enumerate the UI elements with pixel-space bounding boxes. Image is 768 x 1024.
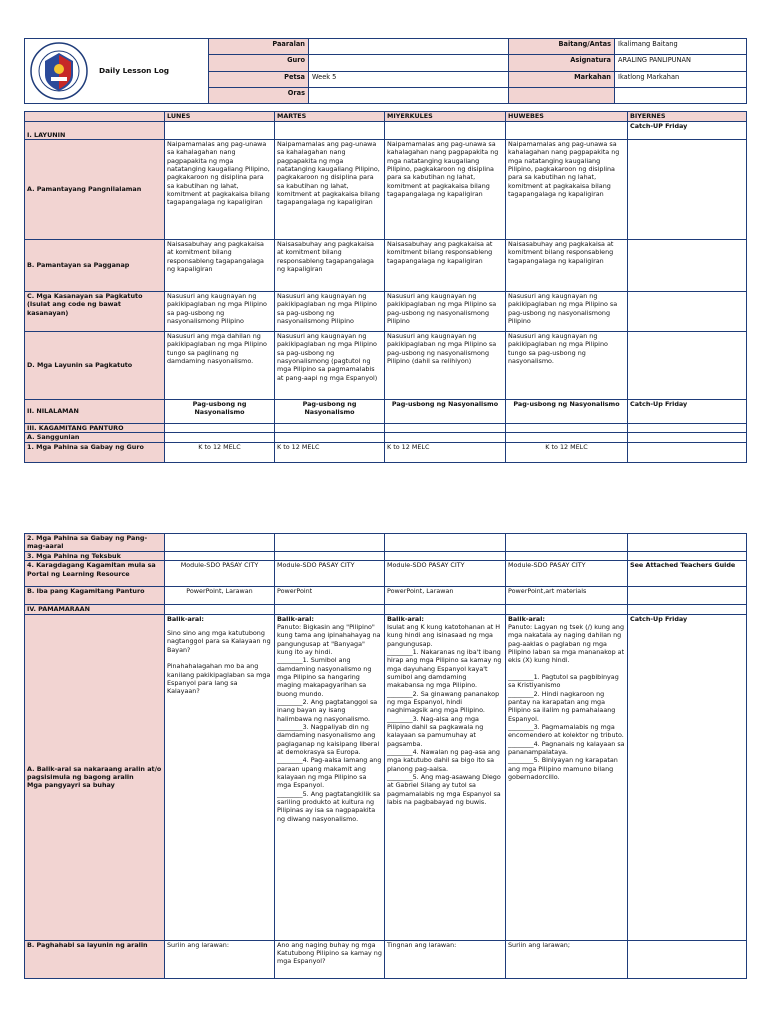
empty-cell: [628, 552, 747, 561]
catchup-friday: Catch-UP Friday: [628, 122, 747, 140]
empty-cell: [275, 433, 385, 442]
empty-cell: [165, 433, 275, 442]
empty-cell: [506, 534, 628, 552]
melc-wed: K to 12 MELC: [385, 442, 506, 462]
empty-cell: [628, 442, 747, 462]
empty-cell: [275, 534, 385, 552]
balik-aral-label: A. Balik-aral sa nakaraang aralin at/o pagsisimula ng bagong aralin Mga pangyayri sa buhay: [25, 614, 165, 940]
layunin-pagkatuto-wed: Nasusuri ang kaugnayan ng pakikipaglaban ng mga Pilipino sa pag-usbong ng nasyonalismong Pilipino (dahil sa relihiyon): [385, 332, 506, 400]
empty-cell: [506, 424, 628, 433]
layunin-pagkatuto-thu: Nasusuri ang kaugnayan ng pakikipaglaban ng mga Pilipino tungo sa pag-usbong ng nasyonalismo.: [506, 332, 628, 400]
empty-cell: [275, 122, 385, 140]
kagamitan-label: III. KAGAMITANG PANTURO: [25, 424, 165, 433]
gabay-guro-label: 1. Mga Pahina sa Gabay ng Guro: [25, 442, 165, 462]
petsa-value: Week 5: [309, 71, 509, 87]
kasanayan-text-thu: Nasusuri ang kaugnayan ng pakikipaglaban ng mga Pilipino sa pag-usbong ng nasyonalismong Pilipino: [506, 292, 628, 332]
empty-cell: [628, 433, 747, 442]
pamantayang-text-mon: Naipamamalas ang pag-unawa sa kahalagahan nang pagpapakita ng mga natatanging kaugaliang Pilipino, pagkakaroon ng disiplina para sa kabutihan ng lahat, komitment at pagkakaisa bilang tagapangalaga ng kapaligiran: [165, 140, 275, 240]
nilalaman-mon: Pag-usbong ng Nasyonalismo: [165, 400, 275, 424]
balik-aral-thu: [506, 614, 628, 940]
guro-value: [309, 55, 509, 71]
empty-cell: [628, 240, 747, 292]
logo-cell: [25, 39, 209, 104]
karagdagang-label: 4. Karagdagang Kagamitan mula sa Portal ng Learning Resource: [25, 561, 165, 587]
baitang-value: Ikalimang Baitang: [615, 39, 747, 55]
empty-cell: [25, 112, 165, 122]
empty-cell: [506, 122, 628, 140]
empty-cell: [628, 140, 747, 240]
deped-seal-icon: [29, 41, 89, 101]
module-wed: Module-SDO PASAY CITY: [385, 561, 506, 587]
oras-label: Oras: [209, 87, 309, 103]
paghahabi-mon: Suriin ang larawan:: [165, 940, 275, 978]
gabay-aaral-label: 2. Mga Pahina sa Gabay ng Pang-mag-aaral: [25, 534, 165, 552]
empty-cell: [385, 122, 506, 140]
empty-cell: [165, 424, 275, 433]
doc-title: Daily Lesson Log: [99, 66, 170, 76]
balik-aral-wed: [385, 614, 506, 940]
melc-mon: K to 12 MELC: [165, 442, 275, 462]
pamantayang-text-tue: Naipamamalas ang pag-unawa sa kahalagahan nang pagpapakita ng mga natatanging kaugaliang Pilipino, pagkakaroon ng disiplina para sa kabutihan ng lahat, komitment at pagkakaisa bilang tagapangalaga ng kapaligiran: [275, 140, 385, 240]
module-tue: Module-SDO PASAY CITY: [275, 561, 385, 587]
empty-cell: [628, 424, 747, 433]
balik-aral-mon-text: Sino sino ang mga katutubong nagtanggol para sa Kalayaan ng Bayan? Pinahahalagahan mo ba ang kanilang pakikipaglaban sa mga Espanyol para lang sa Kalayaan?: [167, 628, 271, 696]
kasanayan-text-mon: Nasusuri ang kaugnayan ng pakikipaglaban ng mga Pilipino sa pag-usbong ng nasyonalismong Pilipino: [165, 292, 275, 332]
empty-cell: [385, 552, 506, 561]
iba-thu: PowerPoint,art materials: [506, 587, 628, 605]
oras-value: [309, 87, 509, 103]
nilalaman-label: II. NILALAMAN: [25, 400, 165, 424]
paaralan-label: Paaralan: [209, 39, 309, 55]
iba-mon: PowerPoint, Larawan: [165, 587, 275, 605]
day-header-miyerkules: MIYERKULES: [385, 112, 506, 122]
balik-aral-tue: [275, 614, 385, 940]
empty-cell: [385, 424, 506, 433]
day-header-biyernes: BIYERNES: [628, 112, 747, 122]
empty-cell: [506, 433, 628, 442]
empty-cell: [628, 534, 747, 552]
markahan-value: Ikatlong Markahan: [615, 71, 747, 87]
teksbuk-label: 3. Mga Pahina ng Teksbuk: [25, 552, 165, 561]
paaralan-value: [309, 39, 509, 55]
catchup-friday-3: Catch-Up Friday: [628, 614, 747, 940]
paghahabi-thu: Suriin ang larawan;: [506, 940, 628, 978]
pamamaraan-label: IV. PAMAMARAAN: [25, 605, 165, 614]
lesson-table-part1: [24, 111, 747, 463]
empty-cell: [628, 587, 747, 605]
layunin-pagkatuto-tue: Nasusuri ang kaugnayan ng pakikipaglaban ng mga Pilipino sa pag-usbong ng nasyonalismong (pagtutol ng mga Pilipino sa pagmamalabis at pang-aapi ng mga Espanyol): [275, 332, 385, 400]
header-table: [24, 38, 747, 104]
lesson-table-part2: [24, 533, 747, 979]
empty-cell: [506, 552, 628, 561]
balik-aral-tue-text: Panuto: Bigkasin ang "Pilipino" kung tama ang ipinahahayag na pangungusap at "Banyaga" kung ito ay hindi. ________1. Sumibol ang damdaming nasyonalismo ng mga Pilipino sa hangaring maging makapagyarihan sa buong mundo. ________2. Ang pagtatanggol sa inang bayan ay isang halimbawa ng nasyonalismo. ________3. Nagpaliyab din ng damdaming nasyonalismo ang paglaganap ng kaisipang liberal at demokrasya sa Europa. ________4. Pag-aalsa lamang ang paraan upang makamit ang kalayaan ng mga Pilipino sa mga Espanyol. ________5. Ang pagtatangkilik sa sariling produkto at kultura ng Pilipinas ay isa sa nagpapakita ng diwang nasyonalismo.: [277, 622, 382, 823]
melc-tue: K to 12 MELC: [275, 442, 385, 462]
pagganap-text-tue: Naisasabuhay ang pagkakaisa at komitment bilang responsableng tagapangalaga ng kapaligiran: [275, 240, 385, 292]
day-header-lunes: LUNES: [165, 112, 275, 122]
nilalaman-tue: Pag-usbong ng Nasyonalismo: [275, 400, 385, 424]
empty-cell: [165, 122, 275, 140]
iba-kagamitan-label: B. Iba pang Kagamitang Panturo: [25, 587, 165, 605]
empty-cell: [385, 605, 506, 614]
asignatura-value: ARALING PANLIPUNAN: [615, 55, 747, 71]
pagganap-text-wed: Naisasabuhay ang pagkakaisa at komitment bilang responsableng tagapangalaga ng kapaligiran: [385, 240, 506, 292]
pagganap-text-thu: Naisasabuhay ang pagkakaisa at komitment bilang responsableng tagapangalaga ng kapaligiran: [506, 240, 628, 292]
baitang-label: Baitang/Antas: [509, 39, 615, 55]
nilalaman-thu: Pag-usbong ng Nasyonalismo: [506, 400, 628, 424]
empty-cell: [165, 605, 275, 614]
balik-aral-thu-text: Panuto: Lagyan ng tsek (/) kung ang mga nakatala ay naging dahilan ng pag-aaklas o paglaban ng mga Pilipino laban sa mga mananakop at ekis (X) kung hindi. ________1. Pagtutol sa pagbibinyag sa Kristiyanismo ________2. Hindi nagkaroon ng pantay na karapatan ang mga Pilipino sa ilalim ng pamahalaang Espanyol. ________3. Pagmamalabis ng mga encomendero at kolektor ng tributo. ________4. Pagnanais ng kalayaan sa pananampalataya. ________5. Biniyayan ng karapatan ang mga Pilipino mamuno bilang gobernadorcillo.: [508, 622, 625, 781]
balik-aral-heading: Balik-aral:: [277, 614, 314, 623]
melc-thu: K to 12 MELC: [506, 442, 628, 462]
kasanayan-text-tue: Nasusuri ang kaugnayan ng pakikipaglaban ng mga Pilipino sa pag-usbong ng nasyonalismong Pilipino: [275, 292, 385, 332]
balik-aral-wed-text: Isulat ang K kung katotohanan at H kung hindi ang isinasaad ng mga pangungusap. ________1. Nakaranas ng iba't ibang hirap ang mga Pilipino sa kamay ng mga dayuhang Espanyol kaya't sumibol ang damdaming makabansa ng mga Pilipino. ________2. Sa ginawang pananakop ng mga Espanyol, hindi naghimagsik ang mga Pilipino. ________3. Nag-alsa ang mga Pilipino dahil sa pagkawala ng kalayaan sa pamumuhay at pagsamba. ________4. Nawalan ng pag-asa ang mga katutubo dahil sa bigo ito sa planong pag-aalsa. ________5. Ang mag-asawang Diego at Gabriel Silang ay tutol sa pagmamalabis ng mga Espanyol sa labis na pagbabayad ng buwis.: [387, 622, 502, 806]
iba-tue: PowerPoint: [275, 587, 385, 605]
empty-cell: [385, 534, 506, 552]
empty-cell: [275, 605, 385, 614]
kasanayan-text-wed: Nasusuri ang kaugnayan ng pakikipaglaban ng mga Pilipino sa pag-usbong ng nasyonalismong Pilipino: [385, 292, 506, 332]
catchup-friday-2: Catch-Up Friday: [628, 400, 747, 424]
markahan-label: Markahan: [509, 71, 615, 87]
empty-cell: [615, 87, 747, 103]
balik-aral-mon: [165, 614, 275, 940]
empty-cell: [165, 552, 275, 561]
paghahabi-label: B. Paghahabi sa layunin ng aralin: [25, 940, 165, 978]
pamantayang-label: A. Pamantayang Pangnilalaman: [25, 140, 165, 240]
paghahabi-tue: Ano ang naging buhay ng mga Katutubong Pilipino sa kamay ng mga Espanyol?: [275, 940, 385, 978]
nilalaman-wed: Pag-usbong ng Nasyonalismo: [385, 400, 506, 424]
sanggunian-label: A. Sanggunian: [25, 433, 165, 442]
asignatura-label: Asignatura: [509, 55, 615, 71]
day-header-huwebes: HUWEBES: [506, 112, 628, 122]
module-thu: Module-SDO PASAY CITY: [506, 561, 628, 587]
guro-label: Guro: [209, 55, 309, 71]
module-mon: Module-SDO PASAY CITY: [165, 561, 275, 587]
pagganap-text-mon: Naisasabuhay ang pagkakaisa at komitment bilang responsableng tagapangalaga ng kapaligiran: [165, 240, 275, 292]
empty-cell: [628, 332, 747, 400]
balik-aral-heading: Balik-aral:: [508, 614, 545, 623]
empty-cell: [506, 605, 628, 614]
day-header-martes: MARTES: [275, 112, 385, 122]
pamantayang-text-thu: Naipamamalas ang pag-unawa sa kahalagahan nang pagpapakita ng mga natatanging kaugaliang Pilipino, pagkakaroon ng disiplina para sa kabutihan ng lahat, komitment at pagkakaisa bilang tagapangalaga ng kapaligiran: [506, 140, 628, 240]
paghahabi-wed: Tingnan ang larawan:: [385, 940, 506, 978]
empty-cell: [509, 87, 615, 103]
pamantayang-text-wed: Naipamamalas ang pag-unawa sa kahalagahan nang pagpapakita ng mga natatanging kaugaliang Pilipino, pagkakaroon ng disiplina para sa kabutihan ng lahat, komitment at pagkakaisa bilang tagapangalaga ng kapaligiran: [385, 140, 506, 240]
empty-cell: [165, 534, 275, 552]
see-attached: See Attached Teachers Guide: [628, 561, 747, 587]
iba-wed: PowerPoint, Larawan: [385, 587, 506, 605]
balik-aral-heading: Balik-aral:: [387, 614, 424, 623]
petsa-label: Petsa: [209, 71, 309, 87]
balik-aral-heading: Balik-aral:: [167, 614, 204, 623]
kasanayan-label: C. Mga Kasanayan sa Pagkatuto (Isulat ang code ng bawat kasanayan): [25, 292, 165, 332]
layunin-pagkatuto-label: D. Mga Layunin sa Pagkatuto: [25, 332, 165, 400]
empty-cell: [275, 424, 385, 433]
empty-cell: [275, 552, 385, 561]
pagganap-label: B. Pamantayan sa Pagganap: [25, 240, 165, 292]
empty-cell: [628, 605, 747, 614]
layunin-heading: I. LAYUNIN: [25, 122, 165, 140]
empty-cell: [385, 433, 506, 442]
layunin-pagkatuto-mon: Nasusuri ang mga dahilan ng pakikipaglaban ng mga Pilipino tungo sa paglinang ng damdaming nasyonalismo.: [165, 332, 275, 400]
empty-cell: [628, 292, 747, 332]
empty-cell: [628, 940, 747, 978]
